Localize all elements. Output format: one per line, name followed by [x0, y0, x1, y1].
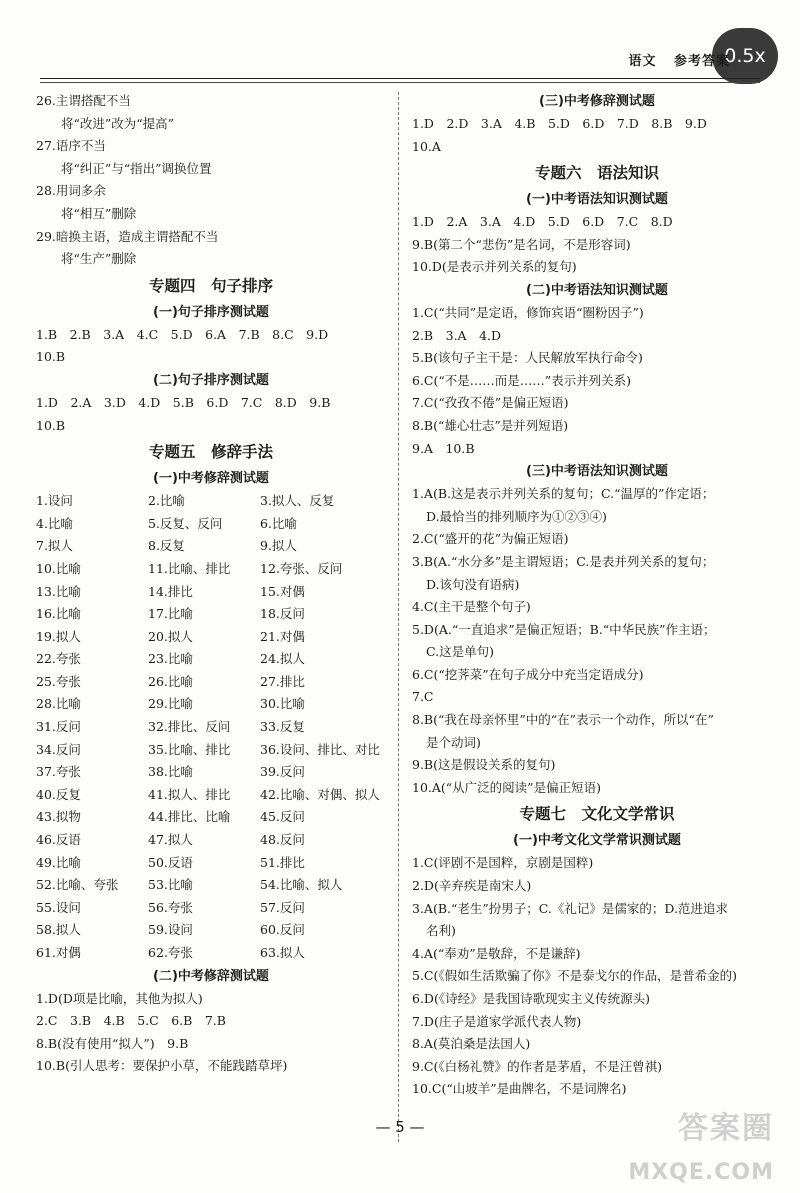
answer-line: 9.B(第二个“悲伤”是名词，不是形容词) — [412, 236, 631, 252]
grid-row — [36, 490, 386, 513]
answer-line: 将“纠正”与“指出”调换位置 — [61, 160, 212, 176]
grid-cell: 40.反复 — [36, 786, 81, 802]
grid-cell: 42.比喻、对偶、拟人 — [260, 786, 380, 802]
grid-cell: 44.排比、比喻 — [148, 809, 231, 825]
answer-line: 1.B 2.B 3.A 4.C 5.D 6.A 7.B 8.C 9.D — [36, 326, 329, 342]
answer-line: 1.A(B.这是表示并列关系的复句；C.“温厚的”作定语； — [412, 486, 715, 502]
answer-line: 9.C(《白杨礼赞》的作者是茅盾，不是汪曾祺) — [412, 1058, 662, 1074]
topic5-title: 专题五 修辞手法 — [148, 443, 273, 462]
answer-line: 1.D(D项是比喻，其他为拟人) — [36, 990, 203, 1006]
answer-line: 10.B(引人思考：要保护小草，不能践踏草坪) — [36, 1058, 288, 1074]
grid-cell: 2.比喻 — [148, 493, 185, 509]
grid-cell: 21.对偶 — [260, 628, 305, 644]
grid-row — [36, 603, 386, 626]
answer-line: 10.D(是表示并列关系的复句) — [412, 259, 577, 275]
playback-speed-badge[interactable]: 0.5x — [712, 28, 778, 84]
topic4-sub1-title: (一)句子排序测试题 — [153, 304, 269, 320]
answer-line: 27.语序不当 — [36, 138, 106, 154]
topic6-sub3-title: (三)中考语法知识测试题 — [526, 464, 668, 480]
topic6-sub1-title: (一)中考语法知识测试题 — [526, 192, 668, 208]
grid-cell: 23.比喻 — [148, 651, 193, 667]
grid-cell: 62.夸张 — [148, 945, 193, 960]
answer-line: 5.B(该句子主干是：人民解放军执行命令) — [412, 350, 643, 366]
grid-cell: 36.设问、排比、对比 — [260, 741, 380, 757]
answer-line: 1.D 2.A 3.D 4.D 5.B 6.D 7.C 8.D 9.B — [36, 394, 331, 410]
grid-cell: 12.夸张、反问 — [260, 560, 343, 576]
answer-line: 7.D(庄子是道家学派代表人物) — [412, 1013, 582, 1029]
grid-cell: 37.夸张 — [36, 764, 81, 780]
grid-row — [36, 693, 386, 716]
answer-line: 2.D(辛弃疾是南宋人) — [412, 878, 532, 894]
topic7-title: 专题七 文化文学常识 — [519, 805, 675, 824]
grid-cell: 18.反问 — [260, 606, 305, 622]
grid-cell: 4.比喻 — [36, 515, 73, 531]
grid-cell: 54.比喻、拟人 — [260, 877, 343, 893]
grid-cell: 34.反问 — [36, 741, 81, 757]
answer-line: 6.C(“挖荠菜”在句子成分中充当定语成分) — [412, 666, 644, 682]
grid-cell: 31.反问 — [36, 719, 81, 735]
watermark-logo-text: 答案圈 — [678, 1111, 774, 1146]
grid-cell: 55.设问 — [36, 899, 81, 915]
header-rule-thin — [40, 82, 760, 83]
grid-cell: 35.比喻、排比 — [148, 741, 231, 757]
grid-cell: 5.反复、反问 — [148, 515, 223, 531]
grid-cell: 33.反复 — [260, 719, 305, 735]
answer-line: 10.B — [36, 417, 66, 433]
answer-line: 3.A(B.“老生”扮男子；C.《礼记》是儒家的；D.范进追求 — [412, 900, 728, 916]
grid-cell: 25.夸张 — [36, 673, 81, 689]
grid-row — [36, 852, 386, 875]
answer-line: C.这是单句) — [426, 644, 494, 660]
grid-row — [36, 558, 386, 581]
grid-cell: 16.比喻 — [36, 606, 81, 622]
grid-cell: 53.比喻 — [148, 877, 193, 893]
grid-cell: 27.排比 — [260, 673, 305, 689]
grid-row — [36, 784, 386, 807]
grid-row — [36, 671, 386, 694]
grid-cell: 43.拟物 — [36, 809, 81, 825]
grid-cell: 15.对偶 — [260, 583, 305, 599]
grid-cell: 22.夸张 — [36, 651, 81, 667]
answer-line: 28.用词多余 — [36, 183, 106, 199]
grid-row — [36, 897, 386, 920]
answer-line: 8.B(没有使用“拟人”) 9.B — [36, 1035, 189, 1051]
grid-cell: 61.对偶 — [36, 945, 81, 960]
answer-line: 将“相互”删除 — [61, 205, 137, 221]
grid-cell: 63.拟人 — [260, 945, 305, 960]
grid-cell: 29.比喻 — [148, 696, 193, 712]
grid-cell: 20.拟人 — [148, 628, 193, 644]
grid-cell: 45.反问 — [260, 809, 305, 825]
grid-row — [36, 648, 386, 671]
answer-line: 4.C(主干是整个句子) — [412, 599, 531, 615]
answer-line: 2.C(“盛开的花”为偏正短语) — [412, 531, 569, 547]
grid-row — [36, 919, 386, 942]
answer-line: 7.C(“孜孜不倦”是偏正短语) — [412, 395, 569, 411]
answer-line: 10.A(“从广泛的阅读”是偏正短语) — [412, 779, 601, 795]
grid-cell: 14.排比 — [148, 583, 193, 599]
answer-line: 是个动词) — [426, 734, 481, 750]
grid-cell: 59.设问 — [148, 922, 193, 938]
rhetoric-answer-grid — [36, 490, 386, 964]
grid-cell: 6.比喻 — [260, 515, 297, 531]
grid-row — [36, 942, 386, 965]
grid-cell: 39.反问 — [260, 764, 305, 780]
answer-line: 3.B(A.“水分多”是主谓短语；C.是表并列关系的复句； — [412, 553, 715, 569]
answer-line: 29.暗换主语，造成主谓搭配不当 — [36, 228, 219, 244]
topic6-sub2-title: (二)中考语法知识测试题 — [526, 282, 668, 298]
answer-line: D.该句没有语病) — [426, 576, 520, 592]
answer-line: 7.C — [412, 689, 434, 705]
grid-row — [36, 716, 386, 739]
grid-row — [36, 761, 386, 784]
answer-line: 8.A(莫泊桑是法国人) — [412, 1036, 531, 1052]
grid-cell: 47.拟人 — [148, 832, 193, 848]
topic6-sub1-answers — [412, 211, 782, 279]
topic3-answers — [36, 90, 386, 271]
grid-cell: 19.拟人 — [36, 628, 81, 644]
answer-line: 5.C(《假如生活欺骗了你》不是泰戈尔的作品，是普希金的) — [412, 968, 737, 984]
topic6-sub2-answers — [412, 302, 782, 460]
topic4-sub2-answers — [36, 392, 386, 437]
grid-cell: 28.比喻 — [36, 696, 81, 712]
left-column — [36, 90, 386, 1078]
answer-line: 1.D 2.A 3.A 4.D 5.D 6.D 7.C 8.D — [412, 214, 673, 230]
grid-row — [36, 626, 386, 649]
grid-row — [36, 535, 386, 558]
grid-cell: 48.反问 — [260, 832, 305, 848]
topic5-sub3-answers — [412, 113, 782, 158]
grid-row — [36, 806, 386, 829]
topic4-sub1-answers — [36, 324, 386, 369]
grid-cell: 32.排比、反问 — [148, 719, 231, 735]
grid-cell: 57.反问 — [260, 899, 305, 915]
grid-cell: 3.拟人、反复 — [260, 493, 335, 509]
right-column — [412, 90, 782, 1101]
header-subject: 语文 — [628, 54, 657, 69]
header-rule — [40, 78, 760, 79]
answer-line: 4.A(“奉劝”是敬辞，不是谦辞) — [412, 945, 581, 961]
topic5-sub2-answers — [36, 988, 386, 1078]
answer-line: 1.C(评剧不是国粹，京剧是国粹) — [412, 855, 594, 871]
grid-cell: 9.拟人 — [260, 538, 297, 554]
grid-cell: 11.比喻、排比 — [148, 560, 231, 576]
grid-row — [36, 874, 386, 897]
answer-line: 26.主谓搭配不当 — [36, 93, 131, 108]
answer-line: 将“生产”删除 — [61, 251, 137, 267]
grid-row — [36, 581, 386, 604]
grid-cell: 51.排比 — [260, 854, 305, 870]
column-divider — [398, 92, 399, 1142]
grid-cell: 41.拟人、排比 — [148, 786, 231, 802]
answer-line: 6.C(“不是……而是……”表示并列关系) — [412, 372, 632, 388]
answer-line: 将“改进”改为“提高” — [61, 115, 175, 131]
grid-row — [36, 739, 386, 762]
grid-cell: 8.反复 — [148, 538, 185, 554]
answer-line: 8.B(“我在母亲怀里”中的“在”表示一个动作，所以“在” — [412, 712, 714, 728]
grid-cell: 56.夸张 — [148, 899, 193, 915]
grid-cell: 17.比喻 — [148, 606, 193, 622]
watermark-url: MXQE.COM — [628, 1160, 774, 1185]
answer-line: 2.C 3.B 4.B 5.C 6.B 7.B — [36, 1013, 226, 1029]
page-number: — 5 — — [375, 1118, 425, 1136]
grid-cell: 10.比喻 — [36, 560, 81, 576]
answer-line: 1.C(“共同”是定语，修饰宾语“圈粉因子”) — [412, 304, 644, 320]
grid-cell: 52.比喻、夸张 — [36, 877, 119, 893]
answer-line: 1.D 2.D 3.A 4.B 5.D 6.D 7.D 8.B 9.D — [412, 116, 707, 131]
answer-line: 名利) — [426, 923, 456, 939]
grid-cell: 13.比喻 — [36, 583, 81, 599]
topic5-sub3-title: (三)中考修辞测试题 — [539, 94, 655, 109]
grid-row — [36, 513, 386, 536]
grid-cell: 38.比喻 — [148, 764, 193, 780]
grid-cell: 7.拟人 — [36, 538, 73, 554]
answer-line: 2.B 3.A 4.D — [412, 327, 502, 343]
answer-line: D.最恰当的排列顺序为①②③④) — [426, 508, 607, 524]
grid-cell: 60.反问 — [260, 922, 305, 938]
topic5-sub1-title: (一)中考修辞测试题 — [153, 471, 269, 487]
answer-line: 6.D(《诗经》是我国诗歌现实主义传统源头) — [412, 991, 650, 1006]
grid-cell: 58.拟人 — [36, 922, 81, 938]
page-header — [616, 50, 730, 69]
answer-line: 10.C(“山坡羊”是曲牌名，不是词牌名) — [412, 1081, 627, 1097]
topic7-sub1-title: (一)中考文化文学常识测试题 — [513, 833, 681, 849]
topic6-title: 专题六 语法知识 — [534, 164, 659, 183]
answer-line: 8.B(“雄心壮志”是并列短语) — [412, 417, 569, 433]
header-section: 参考答案 — [673, 54, 730, 69]
answer-line: 10.A — [412, 138, 441, 154]
topic6-sub3-answers — [412, 483, 782, 799]
answer-line: 9.B(这是假设关系的复句) — [412, 757, 556, 773]
topic5-sub2-title: (二)中考修辞测试题 — [153, 968, 269, 984]
grid-row — [36, 829, 386, 852]
grid-cell: 49.比喻 — [36, 854, 81, 870]
topic4-sub2-title: (二)句子排序测试题 — [153, 372, 269, 388]
topic7-sub1-answers — [412, 852, 782, 1101]
grid-cell: 46.反语 — [36, 832, 81, 848]
grid-cell: 1.设问 — [36, 493, 73, 509]
grid-cell: 26.比喻 — [148, 673, 193, 689]
answer-line: 9.A 10.B — [412, 440, 475, 456]
answer-line: 5.D(A.“一直追求”是偏正短语；B.“中华民族”作主语； — [412, 621, 716, 637]
topic4-title: 专题四 句子排序 — [148, 276, 273, 295]
answer-line: 10.B — [36, 349, 66, 365]
grid-cell: 50.反语 — [148, 854, 193, 870]
grid-cell: 24.拟人 — [260, 651, 305, 667]
grid-cell: 30.比喻 — [260, 696, 305, 712]
